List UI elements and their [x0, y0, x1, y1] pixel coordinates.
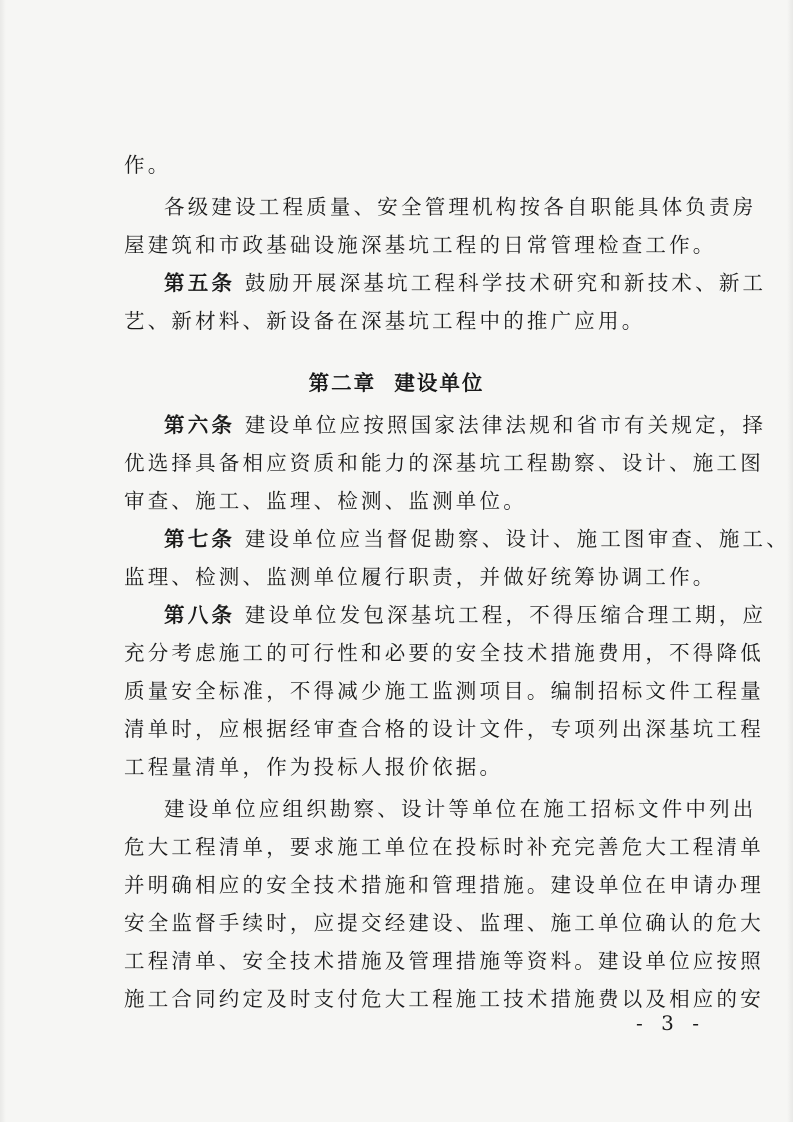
text-span: 鼓励开展深基坑工程科学技术研究和新技术、新工 — [244, 271, 767, 295]
body-line — [164, 794, 757, 824]
text-span: 清单时，应根据经审查合格的设计文件，专项列出深基坑工程 — [124, 717, 764, 741]
body-line — [124, 832, 764, 862]
body-line — [124, 870, 764, 900]
text-span: 审查、施工、监理、检测、监测单位。 — [124, 489, 527, 513]
text-span: 建设单位应当督促勘察、设计、施工图审查、施工、 — [244, 527, 790, 551]
body-line — [124, 486, 527, 516]
text-span: 安全监督手续时，应提交经建设、监理、施工单位确认的危大 — [124, 911, 764, 935]
text-span: 优选择具备相应资质和能力的深基坑工程勘察、设计、施工图 — [124, 451, 764, 475]
chapter-title: 建设单位 — [394, 371, 485, 395]
text-span: 工程清单、安全技术措施及管理措施等资料。建设单位应按照 — [124, 949, 764, 973]
body-line-continuation — [124, 150, 171, 180]
text-span: 监理、检测、监测单位履行职责，并做好统筹协调工作。 — [124, 565, 717, 589]
article-7-line — [164, 524, 790, 554]
page-number: - 3 - — [636, 1011, 705, 1035]
body-line — [124, 676, 764, 706]
body-line — [124, 638, 764, 668]
text-span: 危大工程清单，要求施工单位在投标时补充完善危大工程清单 — [124, 835, 764, 859]
article-label: 第八条 — [164, 603, 236, 627]
text-span: 质量安全标准，不得减少施工监测项目。编制招标文件工程量 — [124, 679, 764, 703]
article-label: 第七条 — [164, 527, 236, 551]
body-line — [124, 908, 764, 938]
body-line — [124, 752, 503, 782]
body-line — [124, 306, 645, 336]
article-label: 第六条 — [164, 413, 236, 437]
article-label: 第五条 — [164, 271, 236, 295]
text-span: 建设单位发包深基坑工程，不得压缩合理工期，应 — [244, 603, 767, 627]
body-line — [124, 230, 717, 260]
text-span: 建设单位应按照国家法律法规和省市有关规定，择 — [244, 413, 767, 437]
text-span: 屋建筑和市政基础设施深基坑工程的日常管理检查工作。 — [124, 233, 717, 257]
text-span: 作。 — [124, 153, 172, 177]
text-span: 工程量清单，作为投标人报价依据。 — [124, 755, 504, 779]
article-5-line — [164, 268, 766, 298]
chapter-number: 第二章 — [308, 371, 377, 395]
chapter-heading — [0, 368, 793, 398]
body-line — [124, 562, 717, 592]
body-line — [124, 448, 764, 478]
body-line — [124, 946, 764, 976]
text-span: 充分考虑施工的可行性和必要的安全技术措施费用，不得降低 — [124, 641, 764, 665]
text-span: 艺、新材料、新设备在深基坑工程中的推广应用。 — [124, 309, 646, 333]
body-line — [164, 192, 757, 222]
article-8-line — [164, 600, 766, 630]
text-span: 建设单位应组织勘察、设计等单位在施工招标文件中列出 — [164, 797, 757, 821]
body-line — [124, 714, 764, 744]
article-6-line — [164, 410, 766, 440]
text-span: 各级建设工程质量、安全管理机构按各自职能具体负责房 — [164, 195, 757, 219]
text-span: 施工合同约定及时支付危大工程施工技术措施费以及相应的安 — [124, 987, 764, 1011]
text-span: 并明确相应的安全技术措施和管理措施。建设单位在申请办理 — [124, 873, 764, 897]
